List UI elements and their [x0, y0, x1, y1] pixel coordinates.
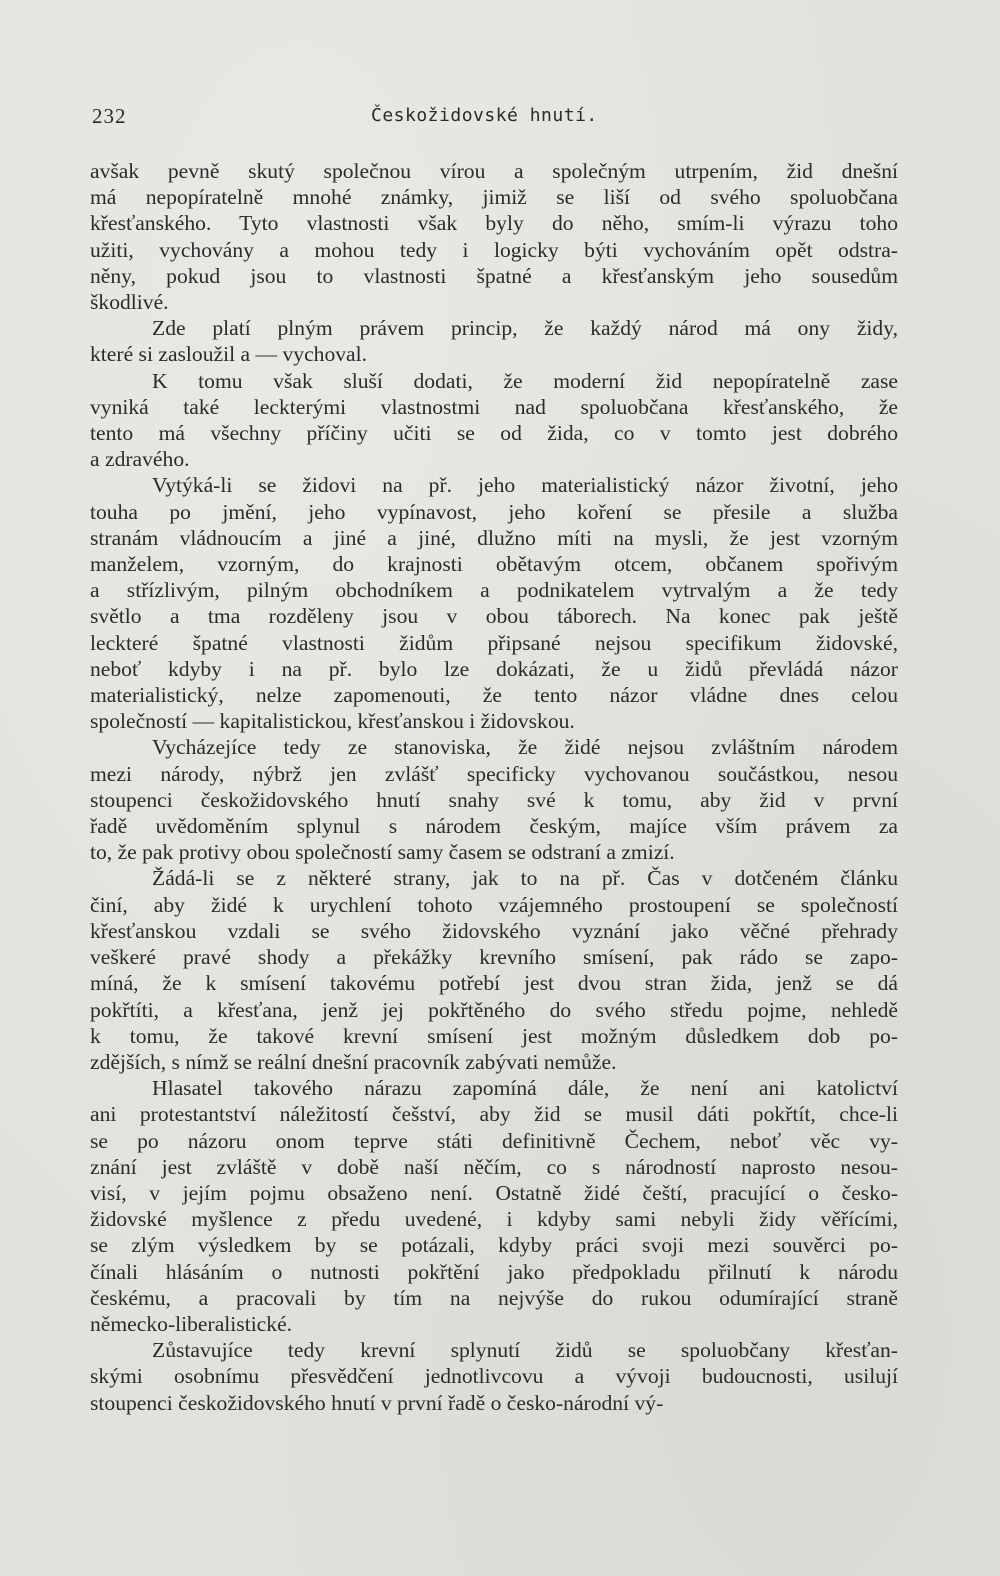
text-line: zdějších, s nímž se reální dnešní pracovník zabývati nemůže. [90, 1049, 617, 1074]
text-line: světlo a tma rozděleny jsou v obou táborech. Na konec pak ještě [90, 604, 898, 629]
text-line: se zlým výsledkem by se potázali, kdyby práci svoji mezi souvěrci po- [90, 1233, 898, 1258]
text-line: křesťanskou vzdali se svého židovského vyznání jako věčné přehrady [90, 918, 898, 943]
text-line: tento má všechny příčiny učiti se od žida, co v tomto jest dobrého [90, 421, 898, 446]
page-number: 232 [92, 104, 127, 128]
text-line: k tomu, že takové krevní smísení jest možným důsledkem dob po- [90, 1023, 898, 1048]
text-line: řadě uvědoměním splynul s národem českým, majíce vším právem za [90, 814, 898, 839]
text-line: vyniká také leckterými vlastnostmi nad spoluobčana křesťanského, že [90, 394, 898, 419]
text-line: křesťanského. Tyto vlastnosti však byly do něho, smím-li výrazu toho [90, 211, 898, 236]
text-line: leckteré špatné vlastnosti židům připsané nejsou specifikum židovské, [90, 630, 898, 655]
text-line: českému, a pracovali by tím na nejvýše do rukou odumírající straně [90, 1285, 898, 1310]
text-line: Hlasatel takového nárazu zapomíná dále, že není ani katolictví [152, 1076, 898, 1101]
paragraph [90, 1075, 898, 1337]
text-line: má nepopíratelně mnohé známky, jimiž se liší od svého spoluobčana [90, 185, 898, 210]
text-line: německo-liberalistické. [90, 1311, 293, 1336]
paragraph [90, 315, 898, 367]
text-line: a střízlivým, pilným obchodníkem a podnikatelem vytrvalým a že tedy [90, 578, 898, 603]
text-line: činí, aby židé k urychlení tohoto vzájemného prostoupení se společností [90, 892, 898, 917]
text-line: stoupenci českožidovského hnutí snahy své k tomu, aby žid v první [90, 787, 898, 812]
paragraph [90, 368, 898, 473]
text-line: Vycházejíce tedy ze stanoviska, že židé nejsou zvláštním národem [152, 735, 898, 760]
text-line: Zůstavujíce tedy krevní splynutí židů se spoluobčany křesťan- [152, 1338, 898, 1363]
paragraph [90, 472, 898, 734]
text-line: společností — kapitalistickou, křesťanskou i židovskou. [90, 709, 575, 734]
running-head: Českožidovské hnutí. [371, 105, 598, 126]
paragraph [90, 734, 898, 865]
paragraph [90, 865, 898, 1075]
text-line: židovské myšlence z předu uvedené, i kdyby sami nebyli židy věřícími, [90, 1207, 898, 1232]
text-line: mezi národy, nýbrž jen zvlášť specificky vychovanou součástkou, nesou [90, 761, 898, 786]
text-line: které si zasloužil a — vychoval. [90, 342, 368, 367]
text-line: manželem, vzorným, do krajnosti obětavým otcem, občanem spořivým [90, 552, 898, 577]
text-line: materialistický, nelze zapomenouti, že tento názor vládne dnes celou [90, 683, 898, 708]
text-line: to, že pak protivy obou společností samy časem se odstraní a zmizí. [90, 840, 675, 865]
paragraph [90, 1337, 898, 1416]
text-line: stoupenci českožidovského hnutí v první řadě o česko-národní vý- [90, 1390, 664, 1415]
text-line: ani protestantství náležitostí češství, aby žid se musil dáti pokřtít, chce-li [90, 1102, 898, 1127]
text-line: avšak pevně skutý společnou vírou a společným utrpením, žid dnešní [90, 159, 898, 183]
body-text [90, 158, 898, 1416]
text-line: neboť kdyby i na př. bylo lze dokázati, že u židů převládá názor [90, 656, 898, 681]
text-line: stranám vládnoucím a jiné a jiné, dlužno míti na mysli, že jest vzorným [90, 525, 898, 550]
text-line: se po názoru onom teprve státi definitivně Čechem, neboť věc vy- [90, 1128, 898, 1153]
text-line: škodlivé. [90, 290, 169, 315]
text-line: čínali hlásáním o nutnosti pokřtění jako předpokladu přilnutí k národu [90, 1259, 898, 1284]
text-line: pokřtíti, a křesťana, jenž jej pokřtěného do svého středu pojme, nehledě [90, 997, 898, 1022]
text-line: a zdravého. [90, 447, 190, 472]
text-line: skými osobnímu přesvědčení jednotlivcovu a vývoji budoucnosti, usilují [90, 1364, 898, 1389]
text-line: užiti, vychovány a mohou tedy i logicky býti vychováním opět odstra- [90, 237, 898, 262]
text-line: znání jest zvláště v době naší něčím, co s národností naprosto nesou- [90, 1154, 898, 1179]
text-line: touha po jmění, jeho vypínavost, jeho koření se přesile a služba [90, 499, 898, 524]
text-line: visí, v jejím pojmu obsaženo není. Ostatně židé čeští, pracující o česko- [90, 1180, 898, 1205]
paragraph [90, 158, 898, 315]
text-line: Zde platí plným právem princip, že každý národ má ony židy, [152, 316, 898, 341]
text-line: veškeré pravé shody a překážky krevního smísení, pak rádo se zapo- [90, 945, 898, 970]
text-line: něny, pokud jsou to vlastnosti špatné a křesťanským jeho sousedům [90, 263, 898, 288]
text-line: Žádá-li se z některé strany, jak to na př. Čas v dotčeném článku [152, 866, 898, 891]
text-line: Vytýká-li se židovi na př. jeho materialistický názor životní, jeho [152, 473, 898, 498]
text-line: míná, že k smísení takovému potřebí jest dvou stran žida, jenž se dá [90, 971, 898, 996]
text-line: K tomu však sluší dodati, že moderní žid nepopíratelně zase [152, 368, 898, 393]
